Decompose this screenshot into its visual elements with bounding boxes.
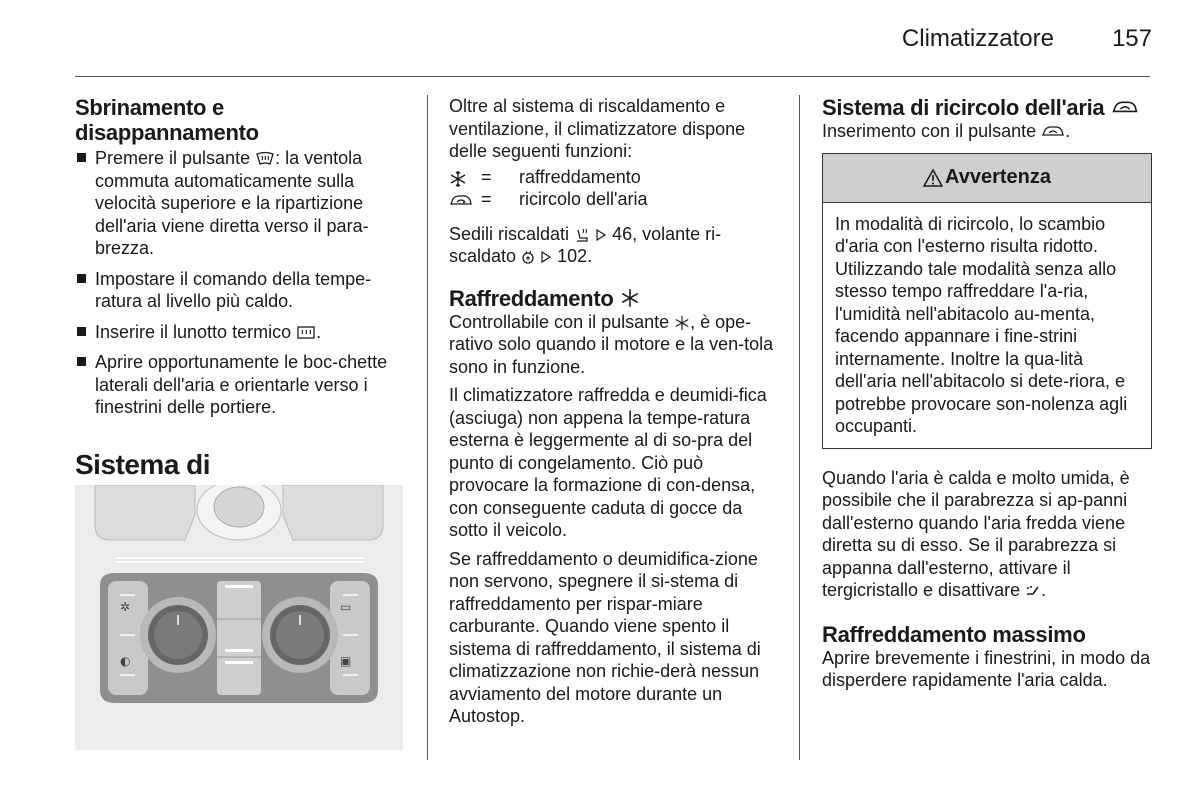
page-header: [902, 25, 1152, 53]
heated-seats-reference: [449, 223, 777, 268]
bullet-text: .: [316, 321, 322, 342]
list-item: [449, 189, 777, 211]
text-fragment: Quando l'aria è calda e molto umida, è possibile che il parabrezza si ap-panni dall'esterno quando l'aria fredda viene diretta su di esso. Se il parabrezza si appanna dall'esterno, attivare il tergicristallo e disattivare: [822, 467, 1130, 600]
equals-sign: =: [481, 189, 492, 210]
windscreen-wiper-icon: [1025, 584, 1041, 598]
column-3: [822, 95, 1152, 692]
functions-list: [449, 167, 777, 211]
equals-sign: =: [481, 167, 492, 188]
column-divider-1: [427, 95, 428, 760]
list-item: [75, 268, 405, 313]
bullet-text: Impostare il comando della tempe-ratura al livello più caldo.: [95, 268, 372, 311]
text-fragment: Controllabile con il pulsante: [449, 311, 675, 332]
recirculation-icon: [1110, 100, 1140, 116]
snowflake-icon: [674, 315, 690, 331]
page-number: 157: [1111, 25, 1152, 52]
humidity-paragraph: [822, 467, 1152, 602]
max-cooling-heading: Raffreddamento massimo: [822, 621, 1086, 647]
text-fragment: .: [1041, 580, 1047, 600]
defrost-steps: [75, 147, 405, 419]
text-fragment: Sedili riscaldati: [449, 223, 575, 244]
page-reference-arrow-icon: [595, 228, 607, 242]
max-cooling-text: Aprire brevemente i finestrini, in modo da disperdere rapidamente l'aria calda.: [822, 647, 1151, 690]
recirculation-icon: [449, 194, 473, 208]
warning-header: [823, 154, 1151, 203]
heading-text: Sistema di ricircolo dell'aria: [822, 95, 1105, 120]
rear-window-heater-icon: [296, 325, 316, 341]
list-item: [75, 147, 405, 260]
recirculation-heading: [822, 95, 1152, 120]
climate-control-panel-illustration: [75, 485, 403, 750]
cooling-heading: [449, 286, 777, 311]
recirculation-text: [822, 120, 1152, 143]
text-fragment: , è ope-rativo solo quando il motore e la ven-tola sono in funzione.: [449, 311, 774, 377]
defrost-heading: Sbrinamento e disappannamento: [75, 95, 259, 145]
snowflake-icon: [449, 170, 467, 188]
text-fragment: 102.: [552, 246, 593, 266]
function-label: raffreddamento: [519, 167, 641, 188]
header-rule: [75, 76, 1150, 77]
snowflake-icon: [620, 288, 640, 308]
bullet-text: Inserire il lunotto termico: [95, 321, 297, 342]
svg-text:✲: ✲: [120, 600, 131, 614]
bullet-text: Aprire opportunamente le boc-chette laterali dell'aria e orientarle verso i finestrini delle portiere.: [95, 352, 388, 417]
warning-body: In modalità di ricircolo, lo scambio d'aria con l'esterno risulta ridotto. Utilizzando tale modalità senza allo stesso tempo raffreddare l'a-ria, l'umidità nell'abitacolo au-menta, facendo appannare i fine-strini internamente. Inoltre la qua-lità dell'aria nell'abitacolo si dete-riora, e potrebbe provocare son-nolenza agli occupanti.: [835, 213, 1128, 436]
warning-triangle-icon: [923, 169, 943, 187]
cooling-paragraph-2: Il climatizzatore raffredda e deumidi-fica (asciuga) non appena la tempe-ratura esterna è leggermente al di so-pra del punto di congelamento. Ciò può provocare la formazione di con-densa, con conseguente caduta di gocce da sotto il veicolo.: [449, 385, 767, 540]
svg-text:▭: ▭: [340, 600, 352, 614]
column-divider-2: [799, 95, 800, 760]
text-fragment: 46, volante ri-scaldato: [449, 223, 722, 266]
section-title-header: Climatizzatore: [901, 25, 1054, 52]
heated-seat-icon: [574, 227, 590, 243]
svg-text:▣: ▣: [340, 654, 352, 668]
svg-text:◐: ◐: [120, 654, 131, 668]
heated-steering-wheel-icon: [521, 250, 535, 264]
warning-title: Avvertenza: [945, 166, 1051, 189]
functions-intro: Oltre al sistema di riscaldamento e ventilazione, il climatizzatore dispone delle seguenti funzioni:: [449, 96, 746, 161]
cooling-paragraph-3: Se raffreddamento o deumidifica-zione non servono, spegnere il si-stema di raffreddamento per rispar-miare carburante. Quando viene spento il sistema di raffreddamento, il sistema di climatizzazione non richie-derà nessun avviamento del motore durante un Autostop.: [449, 548, 761, 726]
cooling-paragraph-1: [449, 311, 777, 379]
list-item: [449, 167, 777, 189]
text-fragment: .: [1065, 121, 1071, 141]
defrost-windscreen-icon: [255, 151, 275, 167]
climate-system-title: Sistema di: [75, 448, 211, 480]
page-reference-arrow-icon: [540, 250, 552, 264]
column-1: [75, 95, 405, 513]
bullet-text: : la ventola commuta automaticamente sulla velocità superiore e la ripartizione dell'aria viene diretta verso il para-brezza.: [95, 148, 369, 258]
list-item: [75, 351, 405, 419]
recirculation-icon: [1041, 125, 1065, 139]
bullet-text: Premere il pulsante: [95, 148, 256, 168]
column-2: [449, 95, 777, 728]
list-item: [75, 321, 405, 344]
warning-box: [822, 153, 1152, 449]
text-fragment: Inserimento con il pulsante: [822, 121, 1042, 141]
heading-text: Raffreddamento: [449, 285, 614, 311]
function-label: ricircolo dell'aria: [519, 189, 648, 210]
